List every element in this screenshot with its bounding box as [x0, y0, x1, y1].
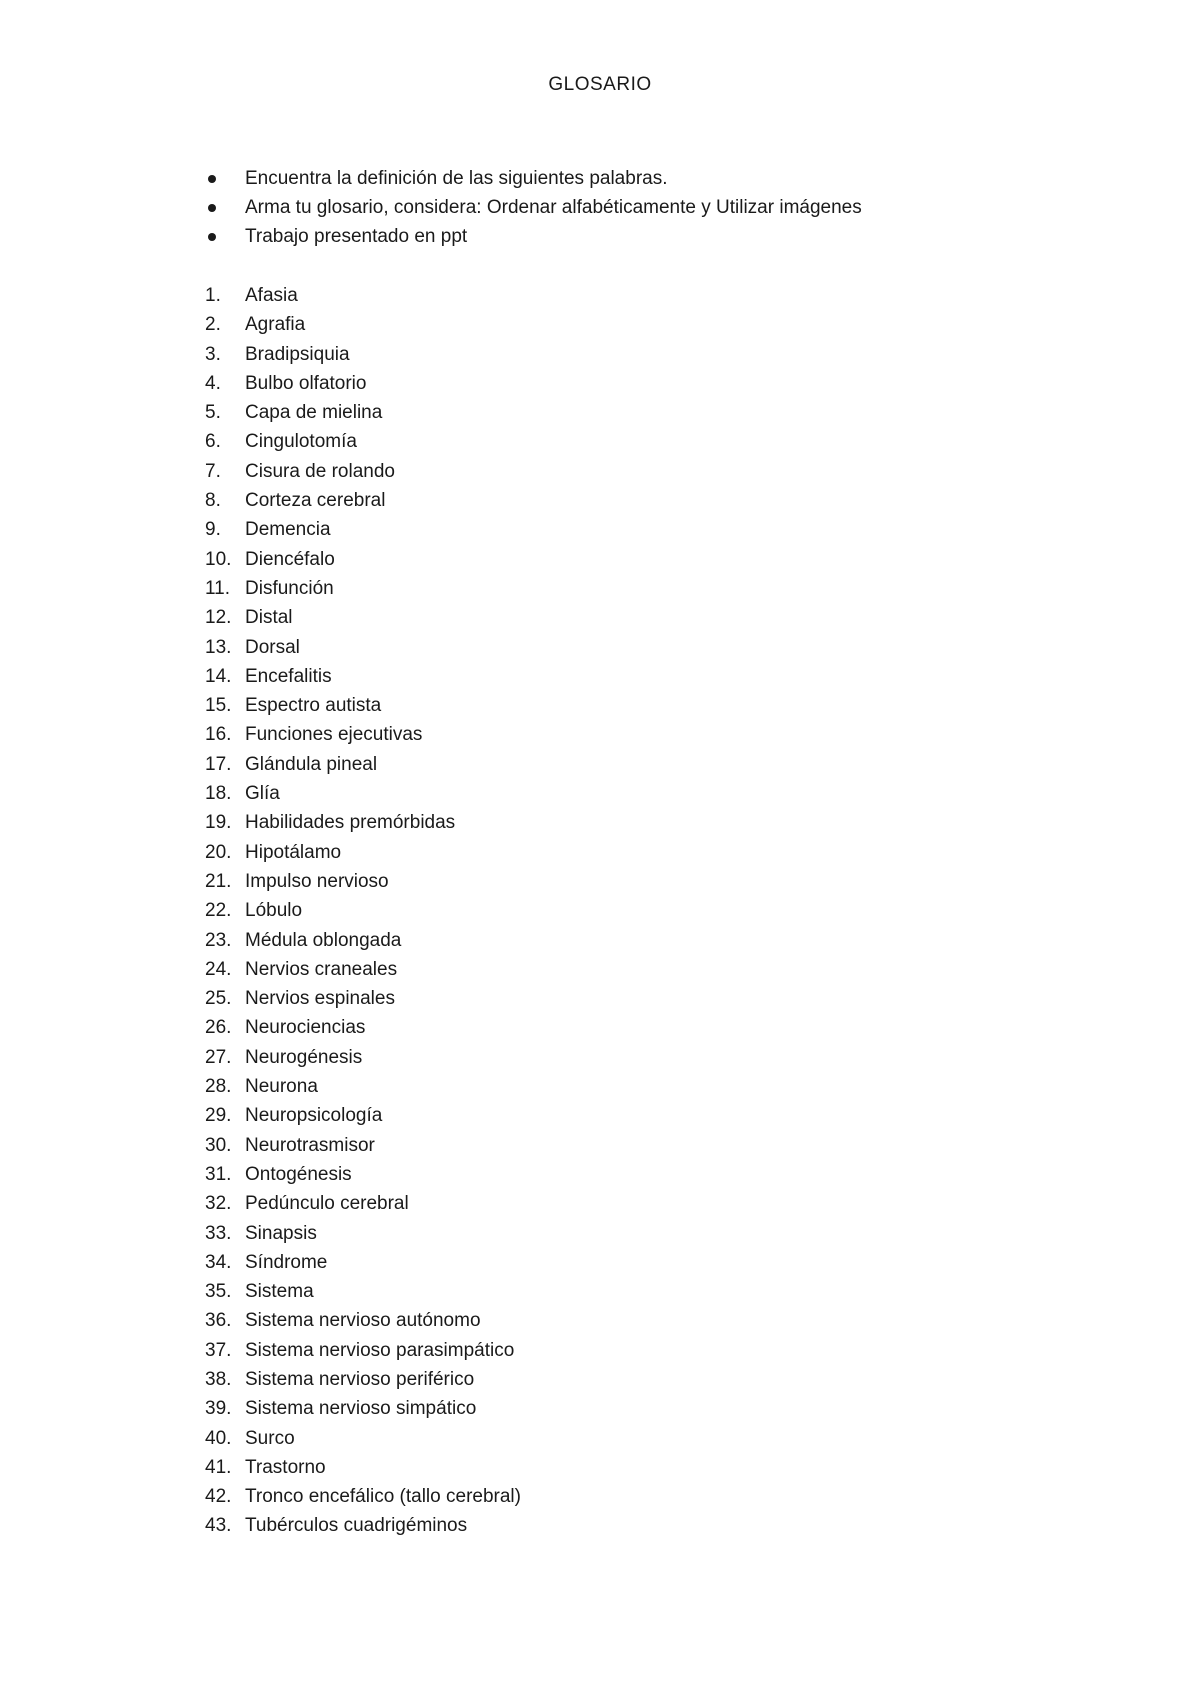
- item-number: 41.: [205, 1456, 232, 1478]
- term-text: Hipotálamo: [245, 841, 342, 863]
- list-item: [205, 1336, 521, 1365]
- list-item: [205, 896, 521, 925]
- item-number: 22.: [205, 900, 232, 922]
- term-text: Ontogénesis: [245, 1163, 352, 1185]
- term-text: Neurogénesis: [245, 1046, 363, 1068]
- term-text: Impulso nervioso: [245, 870, 389, 892]
- list-item: [205, 926, 521, 955]
- list-item: [205, 1511, 521, 1540]
- item-number: 28.: [205, 1076, 232, 1098]
- term-text: Médula oblongada: [245, 929, 402, 951]
- list-item: [205, 486, 521, 515]
- list-item: [205, 1189, 521, 1218]
- instruction-text: Encuentra la definición de las siguientes palabras.: [245, 168, 668, 189]
- term-text: Síndrome: [245, 1251, 328, 1273]
- item-number: 6.: [205, 431, 221, 453]
- list-item: [205, 1248, 521, 1277]
- term-text: Corteza cerebral: [245, 490, 386, 512]
- bullet-icon: [208, 204, 216, 212]
- list-item: [205, 310, 521, 339]
- list-item: [205, 808, 521, 837]
- term-text: Neurotrasmisor: [245, 1134, 375, 1156]
- list-item: [205, 1424, 521, 1453]
- item-number: 30.: [205, 1134, 232, 1156]
- item-number: 9.: [205, 519, 221, 541]
- instruction-text: Trabajo presentado en ppt: [245, 226, 468, 247]
- item-number: 39.: [205, 1398, 232, 1420]
- term-text: Sistema nervioso parasimpático: [245, 1339, 515, 1361]
- list-item: [205, 1482, 521, 1511]
- item-number: 3.: [205, 343, 221, 365]
- item-number: 1.: [205, 285, 221, 306]
- item-number: 2.: [205, 314, 221, 336]
- list-item: [205, 603, 521, 632]
- term-text: Espectro autista: [245, 695, 382, 717]
- list-item: [205, 1131, 521, 1160]
- list-item: [205, 1453, 521, 1482]
- term-text: Glándula pineal: [245, 753, 378, 775]
- list-item: [205, 838, 521, 867]
- list-item: [205, 545, 521, 574]
- bullet-icon: [208, 233, 216, 241]
- instructions-list: [205, 164, 862, 251]
- item-number: 18.: [205, 783, 232, 805]
- term-text: Bulbo olfatorio: [245, 372, 367, 394]
- term-text: Neurona: [245, 1076, 318, 1098]
- item-number: 42.: [205, 1486, 232, 1508]
- list-item: [205, 662, 521, 691]
- list-item: [205, 750, 521, 779]
- list-item: [205, 1013, 521, 1042]
- term-text: Tronco encefálico (tallo cerebral): [245, 1486, 521, 1508]
- item-number: 20.: [205, 841, 232, 863]
- list-item: [205, 984, 521, 1013]
- item-number: 23.: [205, 929, 232, 951]
- list-item: [205, 340, 521, 369]
- list-item: [205, 369, 521, 398]
- list-item: [205, 955, 521, 984]
- list-item: [205, 1219, 521, 1248]
- term-text: Dorsal: [245, 636, 300, 658]
- term-text: Bradipsiquia: [245, 343, 350, 365]
- item-number: 4.: [205, 372, 221, 394]
- term-text: Disfunción: [245, 577, 334, 599]
- item-number: 37.: [205, 1339, 232, 1361]
- item-number: 17.: [205, 753, 232, 775]
- list-item: [205, 427, 521, 456]
- list-item: [205, 720, 521, 749]
- term-text: Sistema nervioso autónomo: [245, 1310, 481, 1332]
- item-number: 29.: [205, 1105, 232, 1127]
- list-item: [205, 457, 521, 486]
- list-item: [205, 1043, 521, 1072]
- item-number: 36.: [205, 1310, 232, 1332]
- term-text: Trastorno: [245, 1456, 326, 1478]
- list-item: [205, 1306, 521, 1335]
- term-text: Sistema nervioso periférico: [245, 1368, 475, 1390]
- term-text: Diencéfalo: [245, 548, 335, 570]
- term-text: Glía: [245, 783, 280, 805]
- term-text: Cisura de rolando: [245, 460, 395, 482]
- term-text: Pedúnculo cerebral: [245, 1193, 409, 1215]
- item-number: 38.: [205, 1368, 232, 1390]
- item-number: 12.: [205, 607, 232, 629]
- instruction-item: [205, 164, 862, 193]
- term-text: Neuropsicología: [245, 1105, 383, 1127]
- term-text: Agrafia: [245, 314, 306, 336]
- instruction-item: [205, 222, 862, 251]
- item-number: 25.: [205, 988, 232, 1010]
- item-number: 21.: [205, 870, 232, 892]
- item-number: 35.: [205, 1281, 232, 1303]
- list-item: [205, 1277, 521, 1306]
- list-item: [205, 574, 521, 603]
- item-number: 33.: [205, 1222, 232, 1244]
- list-item: [205, 633, 521, 662]
- term-text: Distal: [245, 607, 293, 629]
- list-item: [205, 691, 521, 720]
- term-text: Nervios craneales: [245, 958, 398, 980]
- item-number: 43.: [205, 1515, 232, 1537]
- item-number: 27.: [205, 1046, 232, 1068]
- item-number: 8.: [205, 490, 221, 512]
- list-item: [205, 1072, 521, 1101]
- item-number: 10.: [205, 548, 232, 570]
- term-text: Habilidades premórbidas: [245, 812, 456, 834]
- item-number: 14.: [205, 665, 232, 687]
- instruction-text: Arma tu glosario, considera: Ordenar alfabéticamente y Utilizar imágenes: [245, 197, 862, 218]
- page-title: GLOSARIO: [548, 74, 652, 95]
- item-number: 19.: [205, 812, 232, 834]
- list-item: [205, 1365, 521, 1394]
- bullet-icon: [208, 175, 216, 183]
- list-item: [205, 867, 521, 896]
- item-number: 24.: [205, 958, 232, 980]
- list-item: [205, 1101, 521, 1130]
- item-number: 15.: [205, 695, 232, 717]
- item-number: 32.: [205, 1193, 232, 1215]
- term-text: Sistema: [245, 1281, 314, 1303]
- item-number: 31.: [205, 1163, 232, 1185]
- list-item: [205, 1160, 521, 1189]
- list-item: [205, 515, 521, 544]
- term-text: Afasia: [245, 285, 298, 306]
- term-text: Capa de mielina: [245, 402, 383, 424]
- list-item: [205, 779, 521, 808]
- list-item: [205, 1394, 521, 1423]
- term-text: Demencia: [245, 519, 331, 541]
- term-text: Neurociencias: [245, 1017, 366, 1039]
- term-text: Cingulotomía: [245, 431, 357, 453]
- list-item: [205, 281, 521, 310]
- item-number: 11.: [205, 577, 231, 599]
- term-text: Funciones ejecutivas: [245, 724, 423, 746]
- item-number: 7.: [205, 460, 221, 482]
- term-text: Sistema nervioso simpático: [245, 1398, 477, 1420]
- term-text: Surco: [245, 1427, 295, 1449]
- item-number: 26.: [205, 1017, 232, 1039]
- item-number: 34.: [205, 1251, 232, 1273]
- term-text: Sinapsis: [245, 1222, 317, 1244]
- item-number: 16.: [205, 724, 232, 746]
- list-item: [205, 398, 521, 427]
- item-number: 13.: [205, 636, 232, 658]
- term-text: Encefalitis: [245, 665, 332, 687]
- term-text: Nervios espinales: [245, 988, 395, 1010]
- item-number: 5.: [205, 402, 221, 424]
- instruction-item: [205, 193, 862, 222]
- term-text: Tubérculos cuadrigéminos: [245, 1515, 468, 1537]
- term-text: Lóbulo: [245, 900, 303, 922]
- terms-list: [205, 281, 521, 1541]
- item-number: 40.: [205, 1427, 232, 1449]
